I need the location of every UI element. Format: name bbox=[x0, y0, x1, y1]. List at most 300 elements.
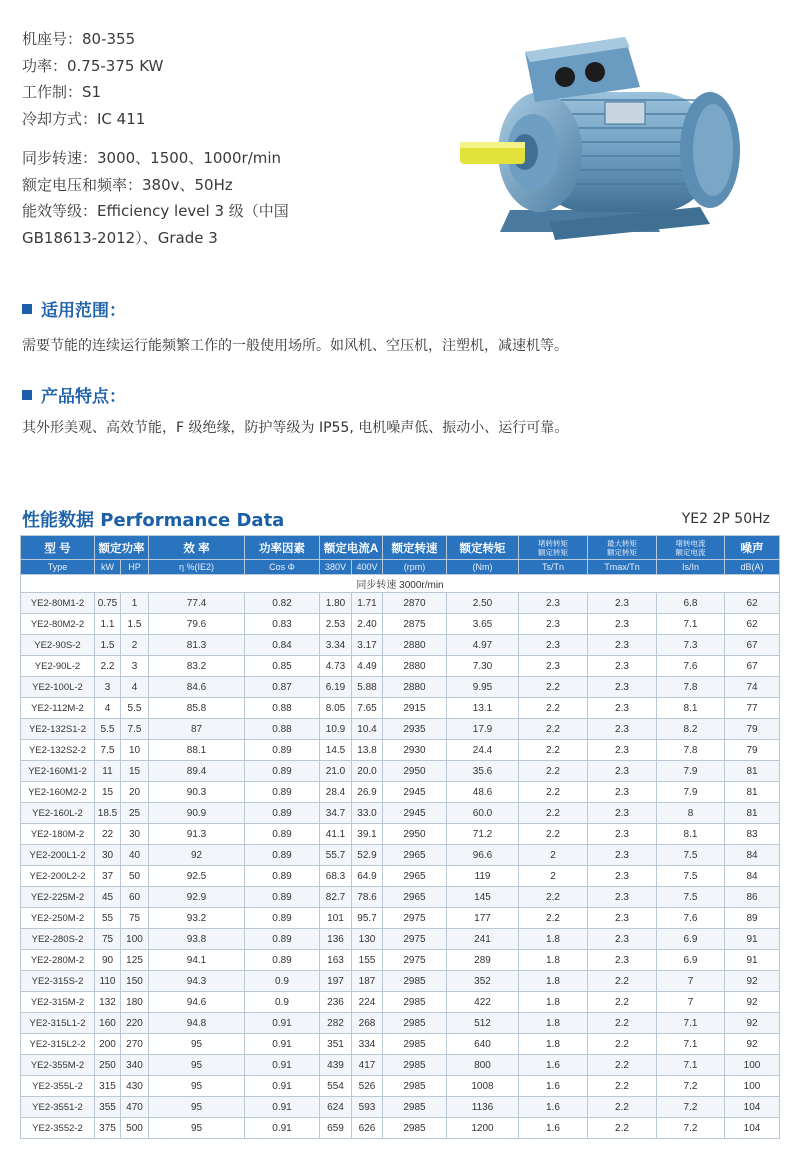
value-cell: 163 bbox=[320, 950, 352, 971]
value-cell: 2.2 bbox=[519, 740, 588, 761]
value-cell: 25 bbox=[121, 803, 149, 824]
value-cell: 26.9 bbox=[352, 782, 383, 803]
value-cell: 6.8 bbox=[657, 593, 725, 614]
value-cell: 2.2 bbox=[588, 1055, 657, 1076]
value-cell: 2.2 bbox=[519, 803, 588, 824]
applications-heading-text: 适用范围： bbox=[41, 301, 126, 321]
value-cell: 52.9 bbox=[352, 845, 383, 866]
value-cell: 95 bbox=[149, 1118, 245, 1139]
electric-motor-image bbox=[455, 32, 755, 252]
value-cell: 7.5 bbox=[121, 719, 149, 740]
value-cell: 119 bbox=[447, 866, 519, 887]
value-cell: 2870 bbox=[383, 593, 447, 614]
table-row bbox=[21, 782, 780, 803]
model-cell: YE2-132S2-2 bbox=[21, 740, 95, 761]
unit-cell: Ts/Tn bbox=[519, 560, 588, 575]
value-cell: 6.19 bbox=[320, 677, 352, 698]
value-cell: 7.9 bbox=[657, 761, 725, 782]
value-cell: 81 bbox=[725, 782, 780, 803]
spec-efficiency: 能效等级：Efficiency level 3 级（中国 bbox=[22, 202, 289, 220]
value-cell: 1.6 bbox=[519, 1055, 588, 1076]
value-cell: 100 bbox=[725, 1055, 780, 1076]
value-cell: 22 bbox=[95, 824, 121, 845]
value-cell: 417 bbox=[352, 1055, 383, 1076]
value-cell: 0.75 bbox=[95, 593, 121, 614]
value-cell: 7 bbox=[657, 992, 725, 1013]
value-cell: 7.1 bbox=[657, 1013, 725, 1034]
value-cell: 5.5 bbox=[121, 698, 149, 719]
value-cell: 96.6 bbox=[447, 845, 519, 866]
value-cell: 104 bbox=[725, 1097, 780, 1118]
value-cell: 7.8 bbox=[657, 740, 725, 761]
value-cell: 2.53 bbox=[320, 614, 352, 635]
value-cell: 0.89 bbox=[245, 845, 320, 866]
value-cell: 7.2 bbox=[657, 1097, 725, 1118]
value-cell: 0.89 bbox=[245, 803, 320, 824]
value-cell: 282 bbox=[320, 1013, 352, 1034]
value-cell: 95 bbox=[149, 1097, 245, 1118]
value-cell: 84.6 bbox=[149, 677, 245, 698]
value-cell: 20 bbox=[121, 782, 149, 803]
performance-title: 性能数据 Performance Data bbox=[22, 510, 285, 531]
value-cell: 2.2 bbox=[519, 824, 588, 845]
value-cell: 0.82 bbox=[245, 593, 320, 614]
value-cell: 89.4 bbox=[149, 761, 245, 782]
value-cell: 91 bbox=[725, 950, 780, 971]
value-cell: 340 bbox=[121, 1055, 149, 1076]
value-cell: 110 bbox=[95, 971, 121, 992]
unit-cell: η %(IE2) bbox=[149, 560, 245, 575]
value-cell: 90.3 bbox=[149, 782, 245, 803]
value-cell: 62 bbox=[725, 593, 780, 614]
value-cell: 101 bbox=[320, 908, 352, 929]
value-cell: 5.5 bbox=[95, 719, 121, 740]
value-cell: 8.1 bbox=[657, 824, 725, 845]
value-cell: 30 bbox=[95, 845, 121, 866]
value-cell: 91 bbox=[725, 929, 780, 950]
value-cell: 145 bbox=[447, 887, 519, 908]
value-cell: 2.2 bbox=[588, 971, 657, 992]
table-unit-row bbox=[21, 560, 780, 575]
value-cell: 2945 bbox=[383, 803, 447, 824]
sync-speed-row bbox=[21, 575, 780, 593]
value-cell: 94.8 bbox=[149, 1013, 245, 1034]
value-cell: 18.5 bbox=[95, 803, 121, 824]
value-cell: 0.91 bbox=[245, 1097, 320, 1118]
table-row bbox=[21, 950, 780, 971]
value-cell: 334 bbox=[352, 1034, 383, 1055]
value-cell: 1.8 bbox=[519, 950, 588, 971]
value-cell: 0.87 bbox=[245, 677, 320, 698]
value-cell: 33.0 bbox=[352, 803, 383, 824]
value-cell: 160 bbox=[95, 1013, 121, 1034]
value-cell: 1.8 bbox=[519, 1034, 588, 1055]
value-cell: 21.0 bbox=[320, 761, 352, 782]
value-cell: 68.3 bbox=[320, 866, 352, 887]
value-cell: 2.3 bbox=[588, 740, 657, 761]
value-cell: 10.4 bbox=[352, 719, 383, 740]
value-cell: 94.1 bbox=[149, 950, 245, 971]
value-cell: 2.2 bbox=[519, 719, 588, 740]
value-cell: 2930 bbox=[383, 740, 447, 761]
model-cell: YE2-100L-2 bbox=[21, 677, 95, 698]
model-cell: YE2-355M-2 bbox=[21, 1055, 95, 1076]
value-cell: 88.1 bbox=[149, 740, 245, 761]
model-cell: YE2-250M-2 bbox=[21, 908, 95, 929]
table-row bbox=[21, 719, 780, 740]
value-cell: 800 bbox=[447, 1055, 519, 1076]
value-cell: 3.17 bbox=[352, 635, 383, 656]
value-cell: 2.3 bbox=[588, 698, 657, 719]
table-row bbox=[21, 1076, 780, 1097]
value-cell: 4.49 bbox=[352, 656, 383, 677]
performance-table bbox=[20, 535, 780, 1139]
value-cell: 2.2 bbox=[588, 992, 657, 1013]
value-cell: 95 bbox=[149, 1034, 245, 1055]
model-cell: YE2-90L-2 bbox=[21, 656, 95, 677]
value-cell: 55 bbox=[95, 908, 121, 929]
value-cell: 2.2 bbox=[519, 908, 588, 929]
value-cell: 2.3 bbox=[588, 866, 657, 887]
model-cell: YE2-280M-2 bbox=[21, 950, 95, 971]
value-cell: 39.1 bbox=[352, 824, 383, 845]
table-row bbox=[21, 845, 780, 866]
value-cell: 7.3 bbox=[657, 635, 725, 656]
col-efficiency: 效 率 bbox=[149, 536, 245, 560]
value-cell: 0.91 bbox=[245, 1013, 320, 1034]
value-cell: 92 bbox=[725, 1013, 780, 1034]
value-cell: 640 bbox=[447, 1034, 519, 1055]
table-row bbox=[21, 1034, 780, 1055]
square-bullet-icon bbox=[22, 390, 32, 400]
value-cell: 2.3 bbox=[588, 761, 657, 782]
value-cell: 5.88 bbox=[352, 677, 383, 698]
value-cell: 1200 bbox=[447, 1118, 519, 1139]
value-cell: 75 bbox=[121, 908, 149, 929]
value-cell: 74 bbox=[725, 677, 780, 698]
value-cell: 0.84 bbox=[245, 635, 320, 656]
value-cell: 90.9 bbox=[149, 803, 245, 824]
model-cell: YE2-80M1-2 bbox=[21, 593, 95, 614]
value-cell: 3 bbox=[121, 656, 149, 677]
table-row bbox=[21, 677, 780, 698]
value-cell: 45 bbox=[95, 887, 121, 908]
model-cell: YE2-225M-2 bbox=[21, 887, 95, 908]
value-cell: 2.2 bbox=[519, 782, 588, 803]
value-cell: 100 bbox=[121, 929, 149, 950]
col-is-in: 堵转电流 额定电流 bbox=[657, 536, 725, 560]
table-row bbox=[21, 992, 780, 1013]
value-cell: 2.3 bbox=[588, 593, 657, 614]
table-row bbox=[21, 908, 780, 929]
value-cell: 81 bbox=[725, 803, 780, 824]
table-row bbox=[21, 656, 780, 677]
value-cell: 94.3 bbox=[149, 971, 245, 992]
value-cell: 79 bbox=[725, 719, 780, 740]
value-cell: 0.89 bbox=[245, 887, 320, 908]
value-cell: 430 bbox=[121, 1076, 149, 1097]
unit-cell: (Nm) bbox=[447, 560, 519, 575]
value-cell: 177 bbox=[447, 908, 519, 929]
value-cell: 55.7 bbox=[320, 845, 352, 866]
model-cell: YE2-3552-2 bbox=[21, 1118, 95, 1139]
value-cell: 1.6 bbox=[519, 1097, 588, 1118]
value-cell: 1.8 bbox=[519, 992, 588, 1013]
unit-cell: Type bbox=[21, 560, 95, 575]
value-cell: 77 bbox=[725, 698, 780, 719]
model-cell: YE2-180M-2 bbox=[21, 824, 95, 845]
table-row bbox=[21, 929, 780, 950]
value-cell: 86 bbox=[725, 887, 780, 908]
sync-speed-label: 同步转速 3000r/min bbox=[21, 575, 780, 593]
value-cell: 79.6 bbox=[149, 614, 245, 635]
value-cell: 87 bbox=[149, 719, 245, 740]
value-cell: 2965 bbox=[383, 866, 447, 887]
value-cell: 9.95 bbox=[447, 677, 519, 698]
value-cell: 79 bbox=[725, 740, 780, 761]
value-cell: 1.1 bbox=[95, 614, 121, 635]
value-cell: 132 bbox=[95, 992, 121, 1013]
model-cell: YE2-160M2-2 bbox=[21, 782, 95, 803]
unit-cell: HP bbox=[121, 560, 149, 575]
value-cell: 84 bbox=[725, 845, 780, 866]
value-cell: 78.6 bbox=[352, 887, 383, 908]
value-cell: 0.91 bbox=[245, 1055, 320, 1076]
value-cell: 28.4 bbox=[320, 782, 352, 803]
value-cell: 71.2 bbox=[447, 824, 519, 845]
value-cell: 0.88 bbox=[245, 719, 320, 740]
model-cell: YE2-315L1-2 bbox=[21, 1013, 95, 1034]
value-cell: 24.4 bbox=[447, 740, 519, 761]
value-cell: 7.6 bbox=[657, 656, 725, 677]
value-cell: 40 bbox=[121, 845, 149, 866]
table-row bbox=[21, 803, 780, 824]
value-cell: 0.89 bbox=[245, 761, 320, 782]
value-cell: 554 bbox=[320, 1076, 352, 1097]
value-cell: 180 bbox=[121, 992, 149, 1013]
value-cell: 95 bbox=[149, 1055, 245, 1076]
spec-cooling: 冷却方式：IC 411 bbox=[22, 109, 146, 128]
value-cell: 2.3 bbox=[588, 719, 657, 740]
spec-voltage: 额定电压和频率：380v、50Hz bbox=[22, 175, 233, 194]
value-cell: 1008 bbox=[447, 1076, 519, 1097]
value-cell: 626 bbox=[352, 1118, 383, 1139]
table-row bbox=[21, 866, 780, 887]
table-row bbox=[21, 698, 780, 719]
value-cell: 2.3 bbox=[588, 656, 657, 677]
unit-cell: 380V bbox=[320, 560, 352, 575]
unit-cell: Tmax/Tn bbox=[588, 560, 657, 575]
value-cell: 2.3 bbox=[588, 782, 657, 803]
value-cell: 0.89 bbox=[245, 740, 320, 761]
unit-cell: (rpm) bbox=[383, 560, 447, 575]
value-cell: 355 bbox=[95, 1097, 121, 1118]
value-cell: 35.6 bbox=[447, 761, 519, 782]
model-cell: YE2-3551-2 bbox=[21, 1097, 95, 1118]
value-cell: 2.40 bbox=[352, 614, 383, 635]
value-cell: 11 bbox=[95, 761, 121, 782]
col-type: 型 号 bbox=[21, 536, 95, 560]
value-cell: 2945 bbox=[383, 782, 447, 803]
value-cell: 422 bbox=[447, 992, 519, 1013]
value-cell: 100 bbox=[725, 1076, 780, 1097]
value-cell: 2.3 bbox=[588, 908, 657, 929]
value-cell: 7.1 bbox=[657, 1034, 725, 1055]
value-cell: 2965 bbox=[383, 887, 447, 908]
col-speed: 额定转速 bbox=[383, 536, 447, 560]
value-cell: 187 bbox=[352, 971, 383, 992]
model-cell: YE2-315M-2 bbox=[21, 992, 95, 1013]
value-cell: 1.6 bbox=[519, 1076, 588, 1097]
value-cell: 241 bbox=[447, 929, 519, 950]
value-cell: 4 bbox=[95, 698, 121, 719]
model-cell: YE2-355L-2 bbox=[21, 1076, 95, 1097]
value-cell: 0.89 bbox=[245, 782, 320, 803]
value-cell: 351 bbox=[320, 1034, 352, 1055]
value-cell: 91.3 bbox=[149, 824, 245, 845]
value-cell: 593 bbox=[352, 1097, 383, 1118]
unit-cell: Cos Φ bbox=[245, 560, 320, 575]
value-cell: 2 bbox=[519, 845, 588, 866]
value-cell: 2.2 bbox=[588, 1034, 657, 1055]
value-cell: 2.2 bbox=[95, 656, 121, 677]
spec-frame: 机座号：80-355 bbox=[22, 30, 136, 48]
value-cell: 470 bbox=[121, 1097, 149, 1118]
value-cell: 14.5 bbox=[320, 740, 352, 761]
value-cell: 83 bbox=[725, 824, 780, 845]
value-cell: 15 bbox=[95, 782, 121, 803]
value-cell: 104 bbox=[725, 1118, 780, 1139]
value-cell: 236 bbox=[320, 992, 352, 1013]
value-cell: 2975 bbox=[383, 950, 447, 971]
value-cell: 62 bbox=[725, 614, 780, 635]
value-cell: 2935 bbox=[383, 719, 447, 740]
model-cell: YE2-160M1-2 bbox=[21, 761, 95, 782]
value-cell: 1.5 bbox=[121, 614, 149, 635]
unit-cell: kW bbox=[95, 560, 121, 575]
table-row bbox=[21, 740, 780, 761]
value-cell: 2985 bbox=[383, 1034, 447, 1055]
value-cell: 0.89 bbox=[245, 824, 320, 845]
spec-list bbox=[22, 26, 352, 251]
value-cell: 95.7 bbox=[352, 908, 383, 929]
value-cell: 7.1 bbox=[657, 614, 725, 635]
spec-sync-speed: 同步转速：3000、1500、1000r/min bbox=[22, 149, 282, 167]
value-cell: 0.9 bbox=[245, 971, 320, 992]
col-power-factor: 功率因素 bbox=[245, 536, 320, 560]
model-cell: YE2-315L2-2 bbox=[21, 1034, 95, 1055]
model-cell: YE2-160L-2 bbox=[21, 803, 95, 824]
value-cell: 7.2 bbox=[657, 1118, 725, 1139]
value-cell: 50 bbox=[121, 866, 149, 887]
square-bullet-icon bbox=[22, 304, 32, 314]
value-cell: 130 bbox=[352, 929, 383, 950]
model-cell: YE2-132S1-2 bbox=[21, 719, 95, 740]
table-row bbox=[21, 971, 780, 992]
value-cell: 60 bbox=[121, 887, 149, 908]
value-cell: 1.71 bbox=[352, 593, 383, 614]
value-cell: 84 bbox=[725, 866, 780, 887]
value-cell: 2965 bbox=[383, 845, 447, 866]
value-cell: 0.91 bbox=[245, 1034, 320, 1055]
value-cell: 7.8 bbox=[657, 677, 725, 698]
value-cell: 0.9 bbox=[245, 992, 320, 1013]
col-current: 额定电流A bbox=[320, 536, 383, 560]
value-cell: 2.3 bbox=[588, 929, 657, 950]
value-cell: 2.3 bbox=[519, 656, 588, 677]
value-cell: 7.5 bbox=[657, 845, 725, 866]
value-cell: 224 bbox=[352, 992, 383, 1013]
value-cell: 2.2 bbox=[588, 1076, 657, 1097]
value-cell: 1136 bbox=[447, 1097, 519, 1118]
value-cell: 94.6 bbox=[149, 992, 245, 1013]
value-cell: 0.89 bbox=[245, 866, 320, 887]
table-row bbox=[21, 761, 780, 782]
value-cell: 352 bbox=[447, 971, 519, 992]
value-cell: 37 bbox=[95, 866, 121, 887]
value-cell: 250 bbox=[95, 1055, 121, 1076]
value-cell: 10.9 bbox=[320, 719, 352, 740]
value-cell: 0.89 bbox=[245, 929, 320, 950]
value-cell: 1.8 bbox=[519, 971, 588, 992]
value-cell: 15 bbox=[121, 761, 149, 782]
col-ts-tn: 堵转转矩 额定转矩 bbox=[519, 536, 588, 560]
value-cell: 136 bbox=[320, 929, 352, 950]
value-cell: 2915 bbox=[383, 698, 447, 719]
value-cell: 2875 bbox=[383, 614, 447, 635]
value-cell: 2.3 bbox=[588, 614, 657, 635]
value-cell: 200 bbox=[95, 1034, 121, 1055]
model-cell: YE2-200L2-2 bbox=[21, 866, 95, 887]
value-cell: 1.8 bbox=[519, 1013, 588, 1034]
value-cell: 2985 bbox=[383, 1013, 447, 1034]
value-cell: 13.1 bbox=[447, 698, 519, 719]
value-cell: 2985 bbox=[383, 1118, 447, 1139]
value-cell: 1.80 bbox=[320, 593, 352, 614]
value-cell: 0.89 bbox=[245, 908, 320, 929]
value-cell: 289 bbox=[447, 950, 519, 971]
model-cell: YE2-280S-2 bbox=[21, 929, 95, 950]
value-cell: 60.0 bbox=[447, 803, 519, 824]
value-cell: 7.5 bbox=[657, 887, 725, 908]
value-cell: 2.2 bbox=[588, 1118, 657, 1139]
value-cell: 4.97 bbox=[447, 635, 519, 656]
unit-cell: 400V bbox=[352, 560, 383, 575]
value-cell: 2985 bbox=[383, 1055, 447, 1076]
value-cell: 2.2 bbox=[519, 698, 588, 719]
table-header-row bbox=[21, 536, 780, 560]
value-cell: 2.50 bbox=[447, 593, 519, 614]
features-text: 其外形美观、高效节能，F 级绝缘，防护等级为 IP55, 电机噪声低、振动小、运行可靠。 bbox=[22, 420, 569, 436]
value-cell: 64.9 bbox=[352, 866, 383, 887]
value-cell: 93.8 bbox=[149, 929, 245, 950]
value-cell: 2 bbox=[121, 635, 149, 656]
value-cell: 659 bbox=[320, 1118, 352, 1139]
value-cell: 2.3 bbox=[588, 824, 657, 845]
value-cell: 2.3 bbox=[519, 614, 588, 635]
value-cell: 2985 bbox=[383, 1097, 447, 1118]
value-cell: 439 bbox=[320, 1055, 352, 1076]
value-cell: 92 bbox=[725, 1034, 780, 1055]
value-cell: 526 bbox=[352, 1076, 383, 1097]
value-cell: 2.3 bbox=[588, 803, 657, 824]
table-row bbox=[21, 824, 780, 845]
value-cell: 7.30 bbox=[447, 656, 519, 677]
value-cell: 1.5 bbox=[95, 635, 121, 656]
value-cell: 2.2 bbox=[519, 887, 588, 908]
value-cell: 81.3 bbox=[149, 635, 245, 656]
value-cell: 4.73 bbox=[320, 656, 352, 677]
